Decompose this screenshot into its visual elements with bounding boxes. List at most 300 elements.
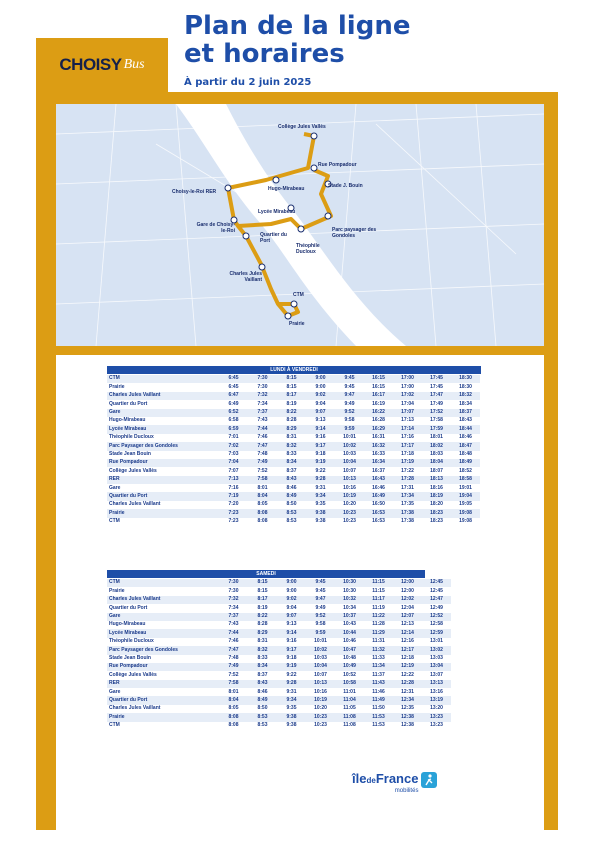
stop-label-rer: Choisy-le-Roi RER bbox=[172, 189, 217, 195]
time-cell: 17:22 bbox=[393, 467, 422, 475]
stop-label-vaillant: Charles Jules Vaillant bbox=[229, 271, 262, 283]
time-cell: 9:58 bbox=[335, 417, 364, 425]
time-cell: 17:38 bbox=[393, 509, 422, 517]
time-cell: 10:16 bbox=[306, 688, 335, 696]
time-cell: 7:34 bbox=[248, 400, 277, 408]
time-cell: 8:33 bbox=[277, 451, 306, 459]
time-cell: 18:02 bbox=[422, 442, 451, 450]
time-cell: 12:47 bbox=[422, 596, 451, 604]
time-cell: 7:46 bbox=[219, 638, 248, 646]
idf-france: France bbox=[375, 771, 419, 786]
time-cell: 7:20 bbox=[219, 501, 248, 509]
time-cell: 6:45 bbox=[219, 375, 248, 383]
time-cell: 8:08 bbox=[248, 518, 277, 526]
time-cell: 10:23 bbox=[306, 713, 335, 721]
time-cell: 7:34 bbox=[219, 604, 248, 612]
time-cell: 8:17 bbox=[277, 392, 306, 400]
time-cell: 7:48 bbox=[248, 451, 277, 459]
time-cell: 8:37 bbox=[277, 467, 306, 475]
time-cell: 8:08 bbox=[248, 509, 277, 517]
idf-person-icon bbox=[421, 772, 437, 788]
time-cell: 10:19 bbox=[306, 696, 335, 704]
time-cell: 10:46 bbox=[335, 638, 364, 646]
time-cell: 10:04 bbox=[306, 663, 335, 671]
time-cell: 8:15 bbox=[248, 579, 277, 587]
time-cell: 6:49 bbox=[219, 400, 248, 408]
time-cell: 11:53 bbox=[364, 713, 393, 721]
stop-name-cell: Prairie bbox=[107, 587, 219, 595]
table-row bbox=[107, 638, 451, 646]
time-cell: 10:02 bbox=[306, 646, 335, 654]
time-cell: 10:20 bbox=[335, 501, 364, 509]
stop-label-parc: Parc paysager des Gondoles bbox=[332, 227, 377, 239]
time-cell: 18:23 bbox=[422, 509, 451, 517]
time-cell: 17:59 bbox=[422, 425, 451, 433]
time-cell: 18:49 bbox=[451, 459, 480, 467]
time-cell: 13:04 bbox=[422, 663, 451, 671]
stop-name-cell: Quartier du Port bbox=[107, 492, 219, 500]
time-cell: 9:19 bbox=[306, 459, 335, 467]
time-cell: 10:01 bbox=[306, 638, 335, 646]
time-cell: 11:15 bbox=[364, 587, 393, 595]
time-cell: 8:43 bbox=[277, 476, 306, 484]
idf-mobilites-logo bbox=[352, 772, 437, 794]
time-cell: 9:45 bbox=[306, 579, 335, 587]
time-cell: 9:59 bbox=[335, 425, 364, 433]
time-cell: 8:53 bbox=[277, 509, 306, 517]
time-cell: 9:18 bbox=[277, 655, 306, 663]
time-cell: 11:01 bbox=[335, 688, 364, 696]
time-cell: 9:19 bbox=[277, 663, 306, 671]
table-row bbox=[107, 442, 480, 450]
time-cell: 18:43 bbox=[451, 417, 480, 425]
saturday-header: SAMEDI bbox=[107, 570, 425, 578]
time-cell: 11:29 bbox=[364, 629, 393, 637]
time-cell: 12:19 bbox=[393, 663, 422, 671]
time-cell: 9:35 bbox=[306, 501, 335, 509]
time-cell: 7:43 bbox=[248, 417, 277, 425]
time-cell: 12:28 bbox=[393, 680, 422, 688]
time-cell: 10:48 bbox=[335, 655, 364, 663]
time-cell: 11:08 bbox=[335, 722, 364, 730]
time-cell: 6:47 bbox=[219, 392, 248, 400]
choisy-le-roi-logo bbox=[474, 757, 558, 830]
table-row bbox=[107, 671, 451, 679]
table-row bbox=[107, 705, 451, 713]
time-cell: 9:22 bbox=[277, 671, 306, 679]
time-cell: 13:03 bbox=[422, 655, 451, 663]
time-cell: 17:02 bbox=[393, 392, 422, 400]
time-cell: 8:22 bbox=[277, 409, 306, 417]
time-cell: 16:15 bbox=[364, 375, 393, 383]
time-cell: 17:47 bbox=[422, 392, 451, 400]
time-cell: 9:45 bbox=[335, 375, 364, 383]
time-cell: 17:17 bbox=[393, 442, 422, 450]
time-cell: 7:07 bbox=[219, 467, 248, 475]
time-cell: 9:18 bbox=[306, 451, 335, 459]
time-cell: 9:38 bbox=[277, 713, 306, 721]
table-row bbox=[107, 587, 451, 595]
time-cell: 12:18 bbox=[393, 655, 422, 663]
time-cell: 8:49 bbox=[248, 696, 277, 704]
time-cell: 17:00 bbox=[393, 375, 422, 383]
stop-name-cell: Quartier du Port bbox=[107, 604, 219, 612]
saturday-timetable bbox=[107, 579, 451, 730]
time-cell: 16:34 bbox=[364, 459, 393, 467]
time-cell: 13:19 bbox=[422, 696, 451, 704]
stop-marker-parc bbox=[325, 213, 331, 219]
stop-marker-rer bbox=[225, 185, 231, 191]
time-cell: 12:14 bbox=[393, 629, 422, 637]
stop-label-theophile: Théophile Ducloux bbox=[296, 243, 320, 255]
time-cell: 18:16 bbox=[422, 484, 451, 492]
time-cell: 13:02 bbox=[422, 646, 451, 654]
time-cell: 9:28 bbox=[277, 680, 306, 688]
time-cell: 12:13 bbox=[393, 621, 422, 629]
time-cell: 18:46 bbox=[451, 434, 480, 442]
time-cell: 9:00 bbox=[277, 579, 306, 587]
time-cell: 17:00 bbox=[393, 383, 422, 391]
idf-sub: mobilités bbox=[394, 788, 419, 794]
stop-name-cell: Charles Jules Vaillant bbox=[107, 501, 219, 509]
stop-label-stade: Stade J. Bouin bbox=[328, 183, 363, 189]
table-row bbox=[107, 400, 480, 408]
time-cell: 8:46 bbox=[277, 484, 306, 492]
time-cell: 12:52 bbox=[422, 613, 451, 621]
stop-marker-college bbox=[311, 133, 317, 139]
table-row bbox=[107, 713, 451, 721]
time-cell: 16:19 bbox=[364, 400, 393, 408]
time-cell: 8:32 bbox=[248, 646, 277, 654]
time-cell: 13:01 bbox=[422, 638, 451, 646]
stop-name-cell: Prairie bbox=[107, 509, 219, 517]
time-cell: 10:20 bbox=[306, 705, 335, 713]
time-cell: 9:04 bbox=[277, 604, 306, 612]
time-cell: 9:34 bbox=[306, 492, 335, 500]
time-cell: 13:13 bbox=[422, 680, 451, 688]
time-cell: 11:37 bbox=[364, 671, 393, 679]
time-cell: 18:20 bbox=[422, 501, 451, 509]
time-cell: 9:31 bbox=[277, 688, 306, 696]
time-cell: 12:38 bbox=[393, 722, 422, 730]
stop-name-cell: Gare bbox=[107, 484, 219, 492]
table-row bbox=[107, 501, 480, 509]
stop-name-cell: Rue Pompadour bbox=[107, 663, 219, 671]
time-cell: 16:29 bbox=[364, 425, 393, 433]
time-cell: 16:37 bbox=[364, 467, 393, 475]
time-cell: 10:13 bbox=[335, 476, 364, 484]
time-cell: 8:01 bbox=[219, 688, 248, 696]
time-cell: 8:15 bbox=[277, 383, 306, 391]
time-cell: 8:08 bbox=[219, 713, 248, 721]
table-row bbox=[107, 375, 480, 383]
time-cell: 18:19 bbox=[422, 492, 451, 500]
time-cell: 17:16 bbox=[393, 434, 422, 442]
time-cell: 9:52 bbox=[335, 409, 364, 417]
time-cell: 18:32 bbox=[451, 392, 480, 400]
time-cell: 8:43 bbox=[248, 680, 277, 688]
time-cell: 18:30 bbox=[451, 375, 480, 383]
time-cell: 16:22 bbox=[364, 409, 393, 417]
time-cell: 7:13 bbox=[219, 476, 248, 484]
time-cell: 12:49 bbox=[422, 604, 451, 612]
time-cell: 16:31 bbox=[364, 434, 393, 442]
time-cell: 18:44 bbox=[451, 425, 480, 433]
stop-name-cell: Hugo-Mirabeau bbox=[107, 417, 219, 425]
time-cell: 7:47 bbox=[219, 646, 248, 654]
stop-marker-ctm bbox=[291, 301, 297, 307]
time-cell: 8:17 bbox=[248, 596, 277, 604]
time-cell: 17:31 bbox=[393, 484, 422, 492]
title-line-2: et horaires bbox=[184, 39, 345, 69]
time-cell: 7:37 bbox=[219, 613, 248, 621]
time-cell: 17:45 bbox=[422, 383, 451, 391]
time-cell: 12:04 bbox=[393, 604, 422, 612]
time-cell: 7:32 bbox=[248, 392, 277, 400]
stop-name-cell: CTM bbox=[107, 518, 219, 526]
time-cell: 10:23 bbox=[306, 722, 335, 730]
time-cell: 11:50 bbox=[364, 705, 393, 713]
time-cell: 18:04 bbox=[422, 459, 451, 467]
time-cell: 8:29 bbox=[277, 425, 306, 433]
time-cell: 19:08 bbox=[451, 509, 480, 517]
title-line-1: Plan de la ligne bbox=[184, 11, 411, 41]
stop-name-cell: Quartier du Port bbox=[107, 696, 219, 704]
time-cell: 9:45 bbox=[335, 383, 364, 391]
time-cell: 6:45 bbox=[219, 383, 248, 391]
table-row bbox=[107, 459, 480, 467]
time-cell: 9:04 bbox=[306, 400, 335, 408]
time-cell: 17:13 bbox=[393, 417, 422, 425]
stop-name-cell: Stade Jean Bouin bbox=[107, 451, 219, 459]
time-cell: 7:16 bbox=[219, 484, 248, 492]
time-cell: 12:02 bbox=[393, 596, 422, 604]
page-subtitle: À partir du 2 juin 2025 bbox=[184, 77, 312, 88]
time-cell: 8:50 bbox=[277, 501, 306, 509]
time-cell: 10:03 bbox=[335, 451, 364, 459]
time-cell: 9:31 bbox=[306, 484, 335, 492]
time-cell: 18:47 bbox=[451, 442, 480, 450]
stop-label-lycee: Lycée Mirabeau bbox=[258, 209, 296, 215]
time-cell: 11:17 bbox=[364, 596, 393, 604]
map-svg bbox=[56, 104, 544, 346]
time-cell: 13:20 bbox=[422, 705, 451, 713]
time-cell: 8:53 bbox=[277, 518, 306, 526]
time-cell: 10:49 bbox=[335, 663, 364, 671]
time-cell: 8:15 bbox=[277, 375, 306, 383]
time-cell: 9:34 bbox=[277, 696, 306, 704]
time-cell: 11:32 bbox=[364, 646, 393, 654]
time-cell: 9:49 bbox=[306, 604, 335, 612]
stop-name-cell: Collège Jules Vallès bbox=[107, 467, 219, 475]
time-cell: 11:08 bbox=[335, 713, 364, 721]
time-cell: 12:16 bbox=[393, 638, 422, 646]
table-row bbox=[107, 696, 451, 704]
time-cell: 10:30 bbox=[335, 579, 364, 587]
time-cell: 8:50 bbox=[248, 705, 277, 713]
time-cell: 7:30 bbox=[219, 579, 248, 587]
time-cell: 19:08 bbox=[451, 518, 480, 526]
time-cell: 9:47 bbox=[306, 596, 335, 604]
time-cell: 10:16 bbox=[335, 484, 364, 492]
table-row bbox=[107, 663, 451, 671]
time-cell: 18:01 bbox=[422, 434, 451, 442]
time-cell: 8:22 bbox=[248, 613, 277, 621]
stop-name-cell: Parc Paysager des Gondoles bbox=[107, 442, 219, 450]
stop-name-cell: Lycée Mirabeau bbox=[107, 425, 219, 433]
time-cell: 7:48 bbox=[219, 655, 248, 663]
time-cell: 18:58 bbox=[451, 476, 480, 484]
stop-label-ctm: CTM bbox=[293, 292, 304, 298]
time-cell: 8:05 bbox=[219, 705, 248, 713]
time-cell: 7:44 bbox=[248, 425, 277, 433]
table-row bbox=[107, 383, 480, 391]
time-cell: 7:43 bbox=[219, 621, 248, 629]
time-cell: 10:19 bbox=[335, 492, 364, 500]
time-cell: 10:43 bbox=[335, 621, 364, 629]
time-cell: 17:18 bbox=[393, 451, 422, 459]
time-cell: 17:19 bbox=[393, 459, 422, 467]
stop-label-gare: Gare de Choisy-le-Roi bbox=[196, 222, 235, 234]
time-cell: 19:01 bbox=[451, 484, 480, 492]
time-cell: 18:37 bbox=[451, 409, 480, 417]
time-cell: 7:23 bbox=[219, 509, 248, 517]
stop-name-cell: Prairie bbox=[107, 713, 219, 721]
time-cell: 18:13 bbox=[422, 476, 451, 484]
time-cell: 16:32 bbox=[364, 442, 393, 450]
stop-name-cell: Rue Pompadour bbox=[107, 459, 219, 467]
stop-name-cell: CTM bbox=[107, 722, 219, 730]
time-cell: 9:28 bbox=[306, 476, 335, 484]
time-cell: 8:08 bbox=[219, 722, 248, 730]
time-cell: 18:30 bbox=[451, 383, 480, 391]
time-cell: 7:01 bbox=[219, 434, 248, 442]
time-cell: 8:28 bbox=[277, 417, 306, 425]
table-row bbox=[107, 467, 480, 475]
time-cell: 16:53 bbox=[364, 509, 393, 517]
stop-name-cell: Prairie bbox=[107, 383, 219, 391]
time-cell: 10:34 bbox=[335, 604, 364, 612]
time-cell: 12:07 bbox=[393, 613, 422, 621]
table-row bbox=[107, 613, 451, 621]
time-cell: 7:49 bbox=[219, 663, 248, 671]
time-cell: 7:04 bbox=[219, 459, 248, 467]
stop-marker-hugo bbox=[273, 177, 279, 183]
time-cell: 7:44 bbox=[219, 629, 248, 637]
time-cell: 8:29 bbox=[248, 629, 277, 637]
time-cell: 9:17 bbox=[306, 442, 335, 450]
stop-marker-port bbox=[243, 233, 249, 239]
time-cell: 12:45 bbox=[422, 579, 451, 587]
table-row bbox=[107, 417, 480, 425]
time-cell: 11:28 bbox=[364, 621, 393, 629]
time-cell: 10:02 bbox=[335, 442, 364, 450]
time-cell: 11:04 bbox=[335, 696, 364, 704]
time-cell: 9:52 bbox=[306, 613, 335, 621]
time-cell: 8:32 bbox=[277, 442, 306, 450]
time-cell: 9:02 bbox=[306, 392, 335, 400]
time-cell: 10:13 bbox=[306, 680, 335, 688]
time-cell: 16:49 bbox=[364, 492, 393, 500]
stop-marker-prairie bbox=[285, 313, 291, 319]
time-cell: 10:30 bbox=[335, 587, 364, 595]
time-cell: 17:45 bbox=[422, 375, 451, 383]
time-cell: 8:37 bbox=[248, 671, 277, 679]
time-cell: 7:47 bbox=[248, 442, 277, 450]
table-row bbox=[107, 722, 451, 730]
time-cell: 13:23 bbox=[422, 713, 451, 721]
time-cell: 9:07 bbox=[277, 613, 306, 621]
time-cell: 11:53 bbox=[364, 722, 393, 730]
time-cell: 8:31 bbox=[277, 434, 306, 442]
time-cell: 10:23 bbox=[335, 518, 364, 526]
stop-marker-theophile bbox=[298, 226, 304, 232]
weekday-header: LUNDI À VENDREDI bbox=[107, 366, 481, 374]
time-cell: 8:05 bbox=[248, 501, 277, 509]
time-cell: 10:03 bbox=[306, 655, 335, 663]
time-cell: 9:22 bbox=[306, 467, 335, 475]
stop-label-college: Collège Jules Vallès bbox=[278, 124, 326, 130]
time-cell: 11:15 bbox=[364, 579, 393, 587]
time-cell: 10:52 bbox=[335, 671, 364, 679]
table-row bbox=[107, 629, 451, 637]
time-cell: 7:19 bbox=[219, 492, 248, 500]
table-row bbox=[107, 680, 451, 688]
logo-choisy-text: CHOISY bbox=[59, 55, 122, 74]
time-cell: 7:52 bbox=[248, 467, 277, 475]
city-emblem-icon bbox=[503, 774, 529, 804]
time-cell: 9:13 bbox=[277, 621, 306, 629]
time-cell: 17:34 bbox=[393, 492, 422, 500]
time-cell: 9:59 bbox=[306, 629, 335, 637]
time-cell: 8:46 bbox=[248, 688, 277, 696]
time-cell: 10:32 bbox=[335, 596, 364, 604]
time-cell: 10:58 bbox=[335, 680, 364, 688]
stop-label-port: Quartier du Port bbox=[260, 232, 287, 244]
stop-marker-vaillant bbox=[259, 264, 265, 270]
time-cell: 16:28 bbox=[364, 417, 393, 425]
time-cell: 9:13 bbox=[306, 417, 335, 425]
time-cell: 12:22 bbox=[393, 671, 422, 679]
time-cell: 17:49 bbox=[422, 400, 451, 408]
time-cell: 8:31 bbox=[248, 638, 277, 646]
time-cell: 10:44 bbox=[335, 629, 364, 637]
stop-name-cell: CTM bbox=[107, 375, 219, 383]
time-cell: 11:34 bbox=[364, 663, 393, 671]
time-cell: 7:30 bbox=[219, 587, 248, 595]
time-cell: 7:58 bbox=[219, 680, 248, 688]
time-cell: 17:28 bbox=[393, 476, 422, 484]
time-cell: 10:07 bbox=[306, 671, 335, 679]
time-cell: 9:16 bbox=[277, 638, 306, 646]
stop-name-cell: Stade Jean Bouin bbox=[107, 655, 219, 663]
time-cell: 18:03 bbox=[422, 451, 451, 459]
table-row bbox=[107, 655, 451, 663]
stop-name-cell: Collège Jules Vallès bbox=[107, 671, 219, 679]
time-cell: 17:52 bbox=[422, 409, 451, 417]
time-cell: 9:58 bbox=[306, 621, 335, 629]
time-cell: 6:59 bbox=[219, 425, 248, 433]
time-cell: 17:58 bbox=[422, 417, 451, 425]
stop-label-pompadour: Rue Pompadour bbox=[318, 162, 357, 168]
stop-name-cell: Gare bbox=[107, 688, 219, 696]
time-cell: 9:14 bbox=[277, 629, 306, 637]
time-cell: 12:17 bbox=[393, 646, 422, 654]
time-cell: 7:46 bbox=[248, 434, 277, 442]
time-cell: 11:33 bbox=[364, 655, 393, 663]
time-cell: 9:45 bbox=[306, 587, 335, 595]
time-cell: 8:01 bbox=[248, 484, 277, 492]
